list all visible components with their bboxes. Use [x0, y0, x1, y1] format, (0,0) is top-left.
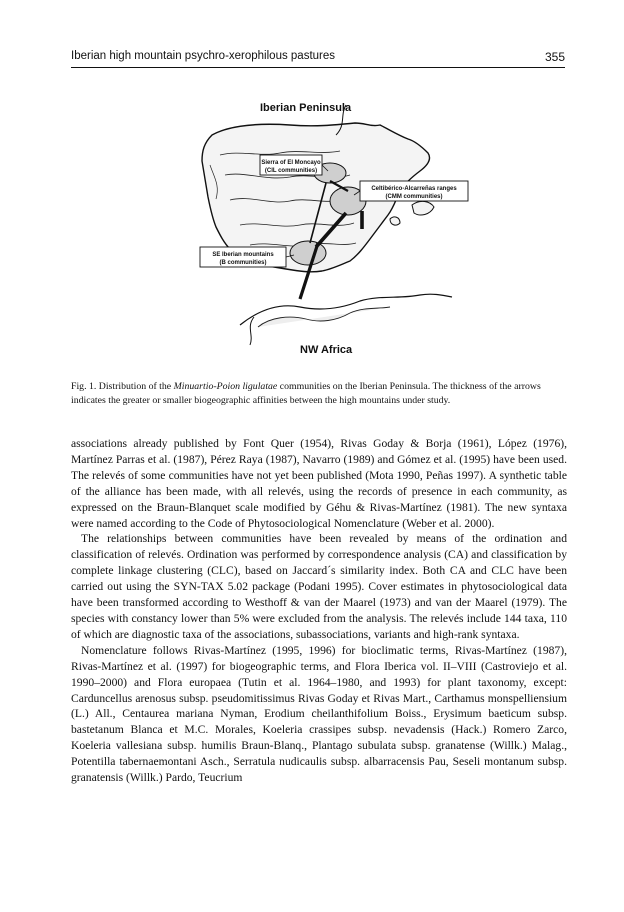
page-number: 355	[544, 50, 565, 64]
caption-prefix: Fig. 1. Distribution of the	[71, 381, 174, 392]
label-se-1: SE Iberian mountains	[212, 252, 274, 258]
running-title: Iberian high mountain psychro-xerophilous pastures	[71, 50, 336, 62]
label-iberian-peninsula: Iberian Peninsula	[260, 102, 352, 114]
bottom-pointer	[250, 317, 254, 345]
body-text	[71, 436, 567, 786]
header-rule	[71, 67, 565, 68]
iberia-map-svg	[150, 95, 490, 375]
caption-taxon: Minuartio-Poion ligulatae	[173, 381, 278, 392]
label-nw-africa: NW Africa	[300, 344, 353, 356]
paragraph: Nomenclature follows Rivas-Martínez (1995, 1996) for bioclimatic terms, Rivas-Martínez (1987), Rivas-Martínez et al. (1997) for biogeographic terms, and Flora Iberica vol. II–VIII (Castroviejo et al. 1990–2000) and Flora europaea (Tutin et al. 1964–1980, and 1993) for plant taxonomy, except: Carduncellus arenosus subsp. pseudomitissimus Rivas Goday et Rivas Mart., Carthamus monspelliensium (L.) All., Centaurea mariana Nyman, Erodium cheilanthifolium Boiss., Erysimum baeticum subsp. bastetanum Blanca et M.C. Morales, Koeleria crassipes subsp. nevadensis (Hack.) Romero Zarco, Koeleria vallesiana subsp. humilis Braun-Blanq., Plantago subulata subsp. granatense (Willk.) Malag., Potentilla tabernaemontani Asch., Serratula nudicaulis subsp. albarracensis Pau, Seseli montanum subsp. granatensis (Willk.) Pardo, Teucrium	[71, 643, 567, 785]
label-moncayo-2: (CIL communities)	[264, 168, 318, 174]
caption-suffix: communities on the Iberian Peninsula. The thickness of the arrows indicates the greater or smaller biogeographic affinities between the high mountains under study.	[71, 381, 541, 406]
label-celtiberico-1: Celtibérico-Alcarreñas ranges	[371, 186, 457, 192]
label-celtiberico-2: (CMM communities)	[385, 194, 443, 200]
se-mountains-area	[290, 241, 326, 265]
label-se-2: (B communities)	[219, 260, 267, 266]
africa-relief	[258, 307, 390, 327]
balearic-islands	[390, 217, 400, 225]
paragraph: The relationships between communities have been revealed by means of the ordination and classification of relevés. Ordination was performed by correspondence analysis (CA) and classification by complete linkage clustering (CLC), based on Jaccard´s similarity index. Both CA and CLC have been carried out using the SYN-TAX 5.02 package (Podani 1995). Cover estimates in phytosociological data have been transformed according to Westhoff & van der Maarel (1973) and van der Maarel (1979). The species with constancy lower than 5% were excluded from the analysis. The relevés include 144 taxa, 110 of which are diagnostic taxa of the associations, subassociations, variants and high-rank syntaxa.	[71, 532, 567, 641]
figure-map	[150, 95, 490, 375]
paragraph: associations already published by Font Quer (1954), Rivas Goday & Borja (1961), López (1976), Martínez Parras et al. (1987), Pérez Raya (1987), Navarro (1989) and Gómez et al. (1995) have been used. The relevés of some communities have not yet been published (Mota 1990, Peñas 1997). A synthetic table of the alliance has been made, with all relevés, using the records of presence in each community, as expressed on the Braun-Blanquet scale modified by Géhu & Rivas-Martínez (1981). The new syntaxa were named according to the Code of Phytosociological Nomenclature (Weber et al. 2000).	[71, 437, 567, 530]
label-moncayo-1: Sierra of El Moncayo	[261, 160, 321, 166]
running-header	[71, 50, 565, 68]
balearic-islands	[412, 201, 434, 215]
figure-caption	[71, 380, 567, 408]
